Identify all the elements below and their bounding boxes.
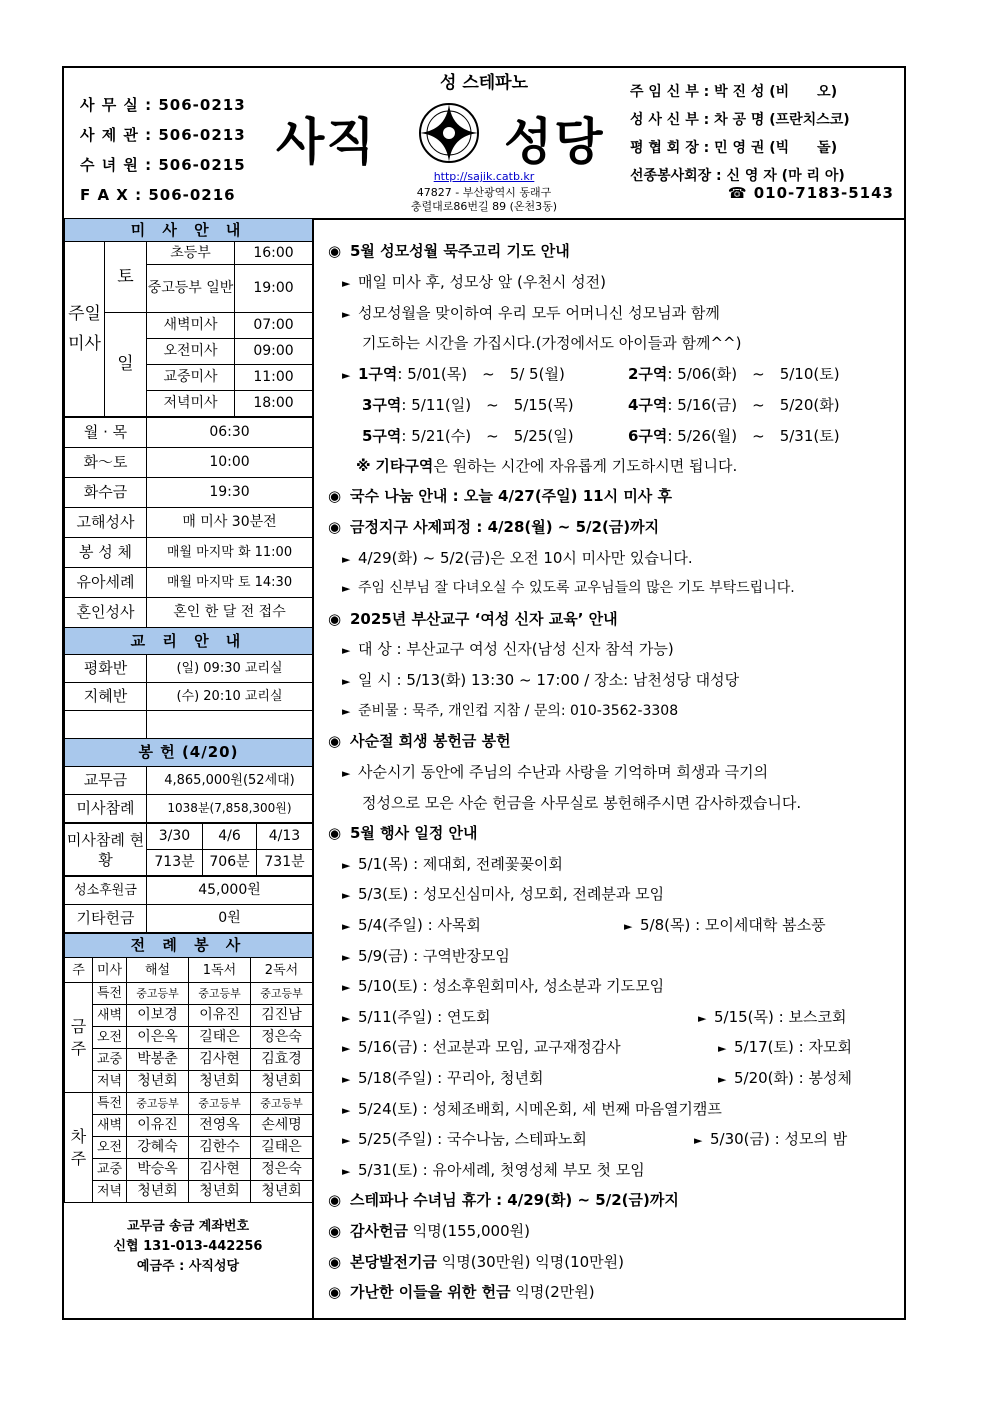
sacrament-name: 유아세례: [65, 568, 147, 598]
offering-heading: 봉 헌 (4/20): [65, 739, 313, 767]
table-cell: 정은숙: [251, 1159, 313, 1181]
contact-fax: F A X : 506-0216: [80, 186, 236, 204]
staff-pastor: 주 임 신 부 : 박 진 성 (비 오): [630, 84, 838, 100]
attendance-label: 미사참례 현황: [65, 824, 147, 876]
info-sidebar: [64, 218, 314, 1318]
notice-item: ► 사순시기 동안에 주님의 수난과 사랑을 기억하며 희생과 극기의: [342, 763, 769, 781]
event-item: ► 5/31(토) : 유아세례, 첫영성체 부모 첫 모임: [342, 1161, 645, 1179]
class-time: (일) 09:30 교리실: [147, 655, 313, 683]
other-offering-table: [64, 876, 313, 933]
table-cell: 길태은: [189, 1027, 251, 1049]
event-item: ► 5/9(금) : 구역반장모임: [342, 947, 510, 965]
offering-value: 0원: [147, 905, 313, 933]
mass-time: 09:00: [235, 339, 313, 365]
zone-schedule-row: 3구역: 5/11(일) ~ 5/15(목): [362, 396, 574, 414]
notice-item: ※ 기타구역은 원하는 시간에 자유롭게 기도하시면 됩니다.: [356, 457, 738, 475]
notice-thanks-offering: ◉ 감사헌금 익명(155,000원): [328, 1222, 530, 1240]
table-cell: 청년회: [127, 1181, 189, 1203]
sacrament-name: 봉 성 체: [65, 538, 147, 568]
event-item: ► 5/4(주일) : 사목회: [342, 916, 481, 934]
table-cell: 청년회: [251, 1181, 313, 1203]
table-cell: 김효경: [251, 1049, 313, 1071]
next-week-label: 차주: [65, 1093, 93, 1203]
mass-name: 저녁미사: [147, 391, 235, 417]
clergy-list: [630, 78, 850, 190]
mass-schedule-heading: 미 사 안 내: [65, 219, 313, 242]
event-item: ► 5/16(금) : 선교분과 모임, 교구재정감사: [342, 1038, 621, 1056]
staff-assistant: 성 사 신 부 : 차 공 명 (프란치스코): [630, 112, 850, 128]
table-cell: 손세명: [251, 1115, 313, 1137]
notice-events-title: ◉ 5월 행사 일정 안내: [328, 824, 478, 842]
class-time: [147, 711, 313, 739]
church-cross-logo-icon: [416, 100, 482, 170]
table-cell: 저녁: [93, 1071, 127, 1093]
event-item: ► 5/15(목) : 보스코회: [698, 1008, 847, 1026]
attendance-count: 706분: [203, 850, 257, 876]
table-cell: 정은숙: [251, 1027, 313, 1049]
sacrament-value: 매월 마지막 토 14:30: [147, 568, 313, 598]
weekday-time: 06:30: [147, 418, 313, 448]
table-cell: 박봉춘: [127, 1049, 189, 1071]
liturgy-service-table: [64, 933, 313, 1203]
event-item: ► 5/11(주일) : 연도회: [342, 1008, 491, 1026]
zone-schedule-row: 6구역: 5/26(월) ~ 5/31(토): [628, 427, 840, 445]
saturday-label: 토: [105, 242, 147, 313]
notice-item: ► 일 시 : 5/13(화) 13:30 ~ 17:00 / 장소: 남천성당 대성당: [342, 671, 740, 689]
church-address: 47827 - 부산광역시 동래구 충렬대로86번길 89 (온천3동): [410, 186, 558, 213]
table-cell: 강혜숙: [127, 1137, 189, 1159]
table-cell: 새벽: [93, 1005, 127, 1027]
table-cell: 이은옥: [127, 1027, 189, 1049]
table-cell: 저녁: [93, 1181, 127, 1203]
notice-noodle-title: ◉ 국수 나눔 안내 : 오늘 4/27(주일) 11시 미사 후: [328, 487, 673, 505]
mass-schedule-table: [64, 218, 313, 417]
table-cell: 중고등부: [189, 983, 251, 1005]
staff-funeral-head: 선종봉사회장 : 신 영 자 (마 리 아): [630, 168, 845, 184]
account-holder: 예금주 : 사직성당: [136, 1259, 240, 1274]
offering-value: 4,865,000원(52세대): [147, 767, 313, 795]
table-cell: 중고등부: [189, 1093, 251, 1115]
weekday-time: 19:30: [147, 478, 313, 508]
event-item: ► 5/30(금) : 성모의 밤: [694, 1130, 848, 1148]
weekday-name: 화수금: [65, 478, 147, 508]
zone-schedule-row: ► 1구역: 5/01(목) ~ 5/ 5(월): [342, 365, 565, 383]
class-name: 지혜반: [65, 683, 147, 711]
table-cell: 청년회: [189, 1181, 251, 1203]
offering-name: 교무금: [65, 767, 147, 795]
notice-item: 정성으로 모은 사순 헌금을 사무실로 봉헌해주시면 감사하겠습니다.: [362, 794, 802, 812]
table-cell: 중고등부: [127, 983, 189, 1005]
contact-office: 사 무 실 : 506-0213: [80, 96, 246, 114]
table-cell: 김사현: [189, 1159, 251, 1181]
event-item: ► 5/8(목) : 모이세대학 봄소풍: [624, 916, 826, 934]
mass-name: 새벽미사: [147, 313, 235, 339]
this-week-label: 금주: [65, 983, 93, 1093]
sacrament-value: 매 미사 30분전: [147, 508, 313, 538]
event-item: ► 5/25(주일) : 국수나눔, 스테파노회: [342, 1130, 587, 1148]
bulletin-page: [62, 66, 906, 1320]
mass-time: 18:00: [235, 391, 313, 417]
class-name: [65, 711, 147, 739]
mass-name: 교중미사: [147, 365, 235, 391]
doctrine-heading: 교 리 안 내: [65, 628, 313, 655]
table-cell: 김진남: [251, 1005, 313, 1027]
event-item: ► 5/24(토) : 성체조배회, 시메온회, 세 번째 마음열기캠프: [342, 1100, 722, 1118]
table-cell: 김한수: [189, 1137, 251, 1159]
website-link[interactable]: http://sajik.catb.kr: [433, 170, 535, 183]
weekday-name: 월 · 목: [65, 418, 147, 448]
account-title: 교무금 송금 계좌번호: [126, 1219, 250, 1234]
table-cell: 중고등부: [251, 1093, 313, 1115]
notice-retreat-title: ◉ 금정지구 사제피정 : 4/28(월) ~ 5/2(금)까지: [328, 518, 660, 536]
attendance-date: 3/30: [147, 824, 203, 850]
bank-account-info: [64, 1203, 312, 1277]
column-header: 1독서: [189, 958, 251, 983]
event-item: ► 5/10(토) : 성소후원회미사, 성소분과 기도모임: [342, 977, 665, 995]
column-header: 해설: [127, 958, 189, 983]
weekday-mass-table: [64, 417, 313, 823]
weekday-time: 10:00: [147, 448, 313, 478]
event-item: ► 5/20(화) : 봉성체: [718, 1069, 852, 1087]
mass-time: 19:00: [235, 265, 313, 313]
contact-rectory: 사 제 관 : 506-0213: [80, 126, 246, 144]
attendance-count: 731분: [257, 850, 313, 876]
notice-item: ► 주임 신부님 잘 다녀오실 수 있도록 교우님들의 많은 기도 부탁드립니다.: [342, 580, 795, 596]
column-header: 미사: [93, 958, 127, 983]
sacrament-value: 매월 마지막 화 11:00: [147, 538, 313, 568]
staff-council-president: 평 협 회 장 : 민 영 권 (빅 돌): [630, 140, 838, 156]
sunday-label: 일: [105, 313, 147, 417]
mass-name: 오전미사: [147, 339, 235, 365]
mass-name: 초등부: [147, 242, 235, 265]
column-header: 2독서: [251, 958, 313, 983]
table-cell: 오전: [93, 1027, 127, 1049]
sunday-mass-label: 주일미사: [65, 242, 105, 417]
patron-saint: 성 스테파노: [439, 73, 529, 93]
notice-rosary-title: ◉ 5월 성모성월 묵주고리 기도 안내: [328, 242, 570, 260]
table-cell: 중고등부: [251, 983, 313, 1005]
event-item: ► 5/3(토) : 성모신심미사, 성모회, 전례분과 모임: [342, 885, 665, 903]
zone-schedule-row: 4구역: 5/16(금) ~ 5/20(화): [628, 396, 840, 414]
zone-schedule-row: 5구역: 5/21(수) ~ 5/25(일): [362, 427, 574, 445]
table-cell: 특전: [93, 983, 127, 1005]
notice-item: 기도하는 시간을 가집시다.(가정에서도 아이들과 함께^^): [362, 334, 742, 352]
table-cell: 이유진: [127, 1115, 189, 1137]
zone-schedule-row: 2구역: 5/06(화) ~ 5/10(토): [628, 365, 840, 383]
notice-poor-offering: ◉ 가난한 이들을 위한 헌금 익명(2만원): [328, 1283, 595, 1301]
table-cell: 길태은: [251, 1137, 313, 1159]
attendance-date: 4/6: [203, 824, 257, 850]
notice-item: ► 4/29(화) ~ 5/2(금)은 오전 10시 미사만 있습니다.: [342, 549, 693, 567]
offering-name: 미사참례: [65, 795, 147, 823]
table-cell: 청년회: [127, 1071, 189, 1093]
table-cell: 중고등부: [127, 1093, 189, 1115]
table-cell: 이유진: [189, 1005, 251, 1027]
bulletin-header: [64, 68, 904, 220]
church-name-right: 성당: [504, 113, 605, 171]
table-cell: 오전: [93, 1137, 127, 1159]
notice-lent-title: ◉ 사순절 희생 봉헌금 봉헌: [328, 732, 511, 750]
table-cell: 이보경: [127, 1005, 189, 1027]
notice-education-title: ◉ 2025년 부산교구 ‘여성 신자 교육’ 안내: [328, 610, 618, 628]
table-cell: 청년회: [189, 1071, 251, 1093]
table-cell: 교중: [93, 1049, 127, 1071]
mass-time: 11:00: [235, 365, 313, 391]
event-item: ► 5/17(토) : 자모회: [718, 1038, 852, 1056]
liturgy-heading: 전 례 봉 사: [65, 934, 313, 958]
event-item: ► 5/18(주일) : 꾸리아, 청년회: [342, 1069, 544, 1087]
church-name-left: 사직: [276, 113, 377, 171]
table-cell: 박승옥: [127, 1159, 189, 1181]
notice-sister-vacation: ◉ 스테파나 수녀님 휴가 : 4/29(화) ~ 5/2(금)까지: [328, 1191, 679, 1209]
notice-item: ► 매일 미사 후, 성모상 앞 (우천시 성전): [342, 273, 606, 291]
notice-item: ► 대 상 : 부산교구 여성 신자(남성 신자 참석 가능): [342, 640, 674, 658]
offering-value: 45,000원: [147, 877, 313, 905]
offering-name: 성소후원금: [65, 877, 147, 905]
notice-item: ► 준비물 : 묵주, 개인컵 지참 / 문의: 010-3562-3308: [342, 703, 679, 719]
offering-value: 1038분(7,858,300원): [147, 795, 313, 823]
mass-time: 07:00: [235, 313, 313, 339]
attendance-count: 713분: [147, 850, 203, 876]
contact-phone: ☎ 010-7183-5143: [727, 184, 894, 202]
attendance-table: [64, 823, 313, 876]
sacrament-name: 고해성사: [65, 508, 147, 538]
mass-name: 중고등부 일반: [147, 265, 235, 313]
notice-development-fund: ◉ 본당발전기금 익명(30만원) 익명(10만원): [328, 1253, 625, 1271]
offering-name: 기타헌금: [65, 905, 147, 933]
weekday-name: 화～토: [65, 448, 147, 478]
sacrament-value: 혼인 한 달 전 접수: [147, 598, 313, 628]
table-cell: 새벽: [93, 1115, 127, 1137]
account-number: 신협 131-013-442256: [113, 1239, 263, 1254]
contact-convent: 수 녀 원 : 506-0215: [80, 156, 246, 174]
table-cell: 전영옥: [189, 1115, 251, 1137]
notice-item: ► 성모성월을 맞이하여 우리 모두 어머니신 성모님과 함께: [342, 304, 720, 322]
table-cell: 특전: [93, 1093, 127, 1115]
table-cell: 청년회: [251, 1071, 313, 1093]
sacrament-name: 혼인성사: [65, 598, 147, 628]
class-time: (수) 20:10 교리실: [147, 683, 313, 711]
table-cell: 교중: [93, 1159, 127, 1181]
table-cell: 김사현: [189, 1049, 251, 1071]
class-name: 평화반: [65, 655, 147, 683]
event-item: ► 5/1(목) : 제대회, 전례꽃꽂이회: [342, 855, 563, 873]
attendance-date: 4/13: [257, 824, 313, 850]
mass-time: 16:00: [235, 242, 313, 265]
column-header: 주: [65, 958, 93, 983]
